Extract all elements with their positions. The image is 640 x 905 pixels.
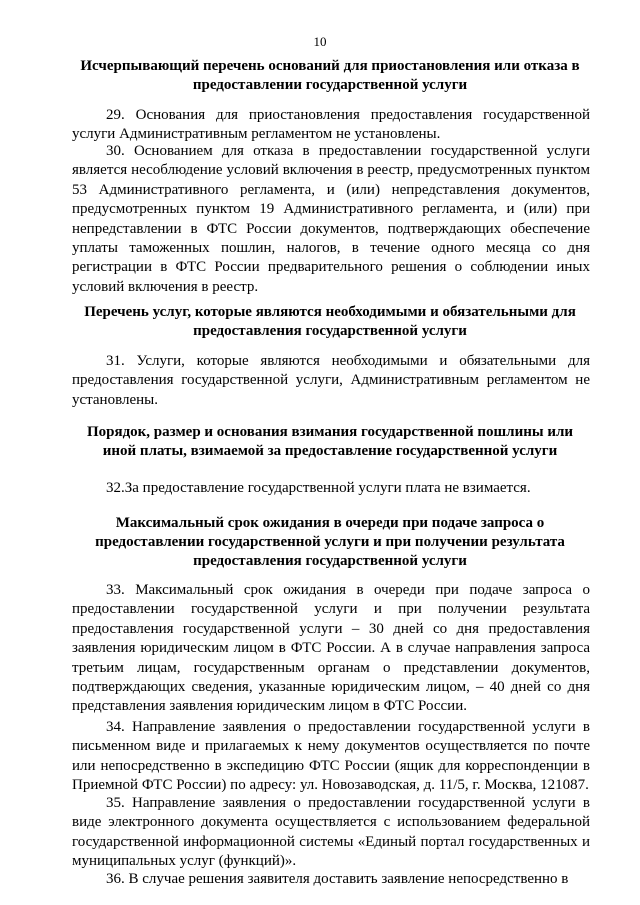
section-heading-grounds-for-refusal: Исчерпывающий перечень оснований для приостановления или отказа в предоставлении государственной услуги	[80, 58, 580, 93]
section-heading-state-fee: Порядок, размер и основания взимания государственной пошлины или иной платы, взимаемой за предоставление государственной услуги	[86, 424, 574, 459]
paragraph-30: 30. Основанием для отказа в предоставлении государственной услуги является несоблюдение условий включения в реестр, предусмотренных пунктом 53 Административного регламента, и (или) непредставления документов, предусмотренных пунктом 19 Административного регламента, и (или) при непредставлении в ФТС России документов, подтверждающих обеспечение уплаты таможенных пошлин, налогов, в течение одного месяца со дня регистрации в ФТС России предварительного решения о соблюдении иных условий включения в реестр.	[72, 143, 590, 295]
section-heading-required-services: Перечень услуг, которые являются необходимыми и обязательными для предоставления государственной услуги	[84, 304, 576, 339]
section-heading-queue-waiting-time: Максимальный срок ожидания в очереди при подаче запроса о предоставлении государственной услуги и при получении результата предоставления государственной услуги	[95, 515, 565, 569]
paragraph-31: 31. Услуги, которые являются необходимыми и обязательными для предоставления государственной услуги, Административным регламентом не установлены.	[72, 353, 590, 408]
paragraph-34: 34. Направление заявления о предоставлении государственной услуги в письменном виде и прилагаемых к нему документов осуществляется по почте или непосредственно в экспедицию ФТС России (ящик для корреспонденции в Приемной ФТС России) по адресу: ул. Новозаводская, д. 11/5, г. Москва, 121087.	[72, 719, 590, 794]
paragraph-32: 32.За предоставление государственной услуги плата не взимается.	[106, 480, 531, 496]
paragraph-36: 36. В случае решения заявителя доставить заявление непосредственно в	[106, 871, 569, 887]
page-number: 10	[313, 34, 327, 49]
paragraph-35: 35. Направление заявления о предоставлении государственной услуги в виде электронного документа осуществляется с использованием федеральной государственной информационной системы «Единый портал государственных и муниципальных услуг (функций)».	[72, 795, 590, 870]
paragraph-33: 33. Максимальный срок ожидания в очереди при подаче запроса о предоставлении государственной услуги и при получении результата предоставления государственной услуги – 30 дней со дня предоставления заявления юридическим лицом в ФТС России. А в случае направления запроса третьим лицам, государственным органам о представлении документов, подтверждающих сведения, указанные юридическим лицом, – 40 дней со дня представления заявления юридическим лицом в ФТС России.	[72, 582, 590, 715]
paragraph-29: 29. Основания для приостановления предоставления государственной услуги Административным регламентом не установлены.	[72, 107, 590, 143]
